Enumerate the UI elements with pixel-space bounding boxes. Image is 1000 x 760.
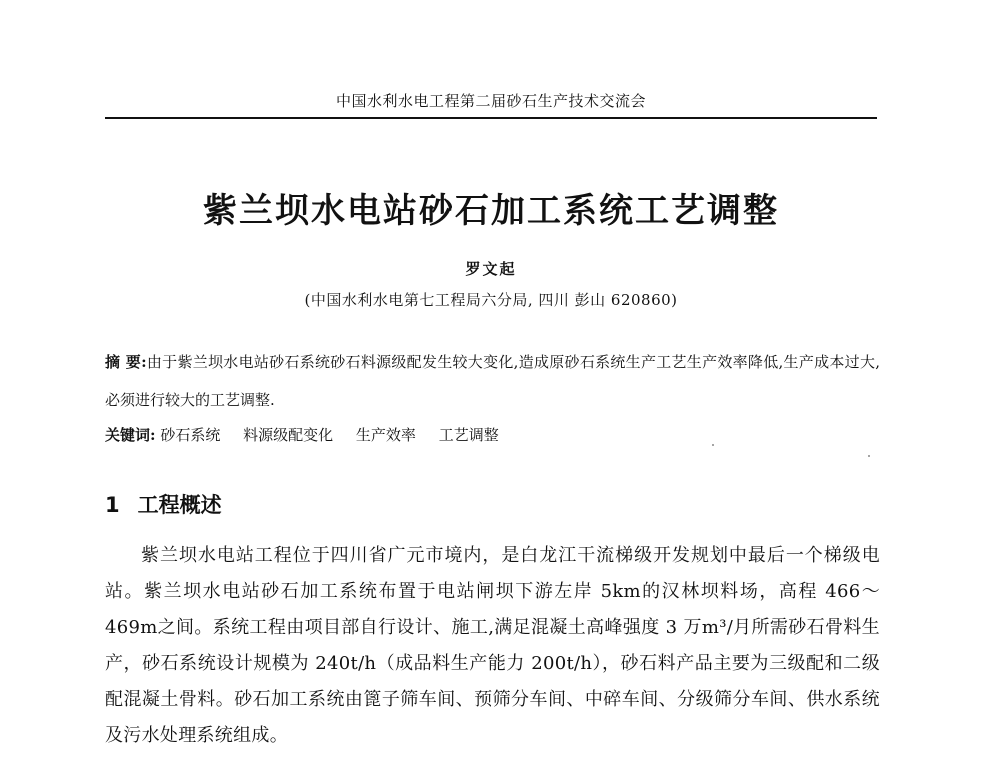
keywords (105, 424, 880, 445)
author-name: 罗文起 (465, 260, 517, 278)
keyword-item: 砂石系统 (160, 426, 221, 444)
keyword-item: 料源级配变化 (243, 426, 334, 444)
author-affiliation: (中国水利水电第七工程局六分局, 四川 彭山 620860) (304, 291, 678, 309)
section-title: 工程概述 (137, 492, 222, 517)
section-number: 1 (105, 493, 120, 517)
body-paragraph: 紫兰坝水电站工程位于四川省广元市境内，是白龙江干流梯级开发规划中最后一个梯级电站。紫兰坝水电站砂石加工系统布置于电站闸坝下游左岸 5km的汉林坝料场，高程 466～469m之间。系统工程由项目部自行设计、施工,满足混凝土高峰强度 3 万m³/月所需砂石骨料生产，砂石系统设计规模为 240t/h（成品料生产能力 200t/h），砂石料产品主要为三级配和二级配混凝土骨料。砂石加工系统由篦子筛车间、预筛分车间、中碎车间、分级筛分车间、供水系统及污水处理系统组成。 (105, 545, 880, 746)
abstract-text: 由于紫兰坝水电站砂石系统砂石料源级配发生较大变化,造成原砂石系统生产工艺生产效率降低,生产成本过大,必须进行较大的工艺调整. (105, 353, 880, 409)
section-heading (105, 489, 222, 519)
abstract (105, 343, 880, 419)
keywords-label: 关键词: (105, 426, 156, 444)
keyword-item: 生产效率 (355, 426, 416, 444)
scan-speck (712, 444, 714, 446)
keyword-item: 工艺调整 (438, 426, 499, 444)
running-head: 中国水利水电工程第二届砂石生产技术交流会 (335, 92, 646, 110)
paper-title: 紫兰坝水电站砂石加工系统工艺调整 (203, 191, 779, 231)
scan-speck (868, 455, 870, 457)
abstract-label: 摘 要: (105, 353, 147, 371)
header-rule (105, 117, 877, 119)
